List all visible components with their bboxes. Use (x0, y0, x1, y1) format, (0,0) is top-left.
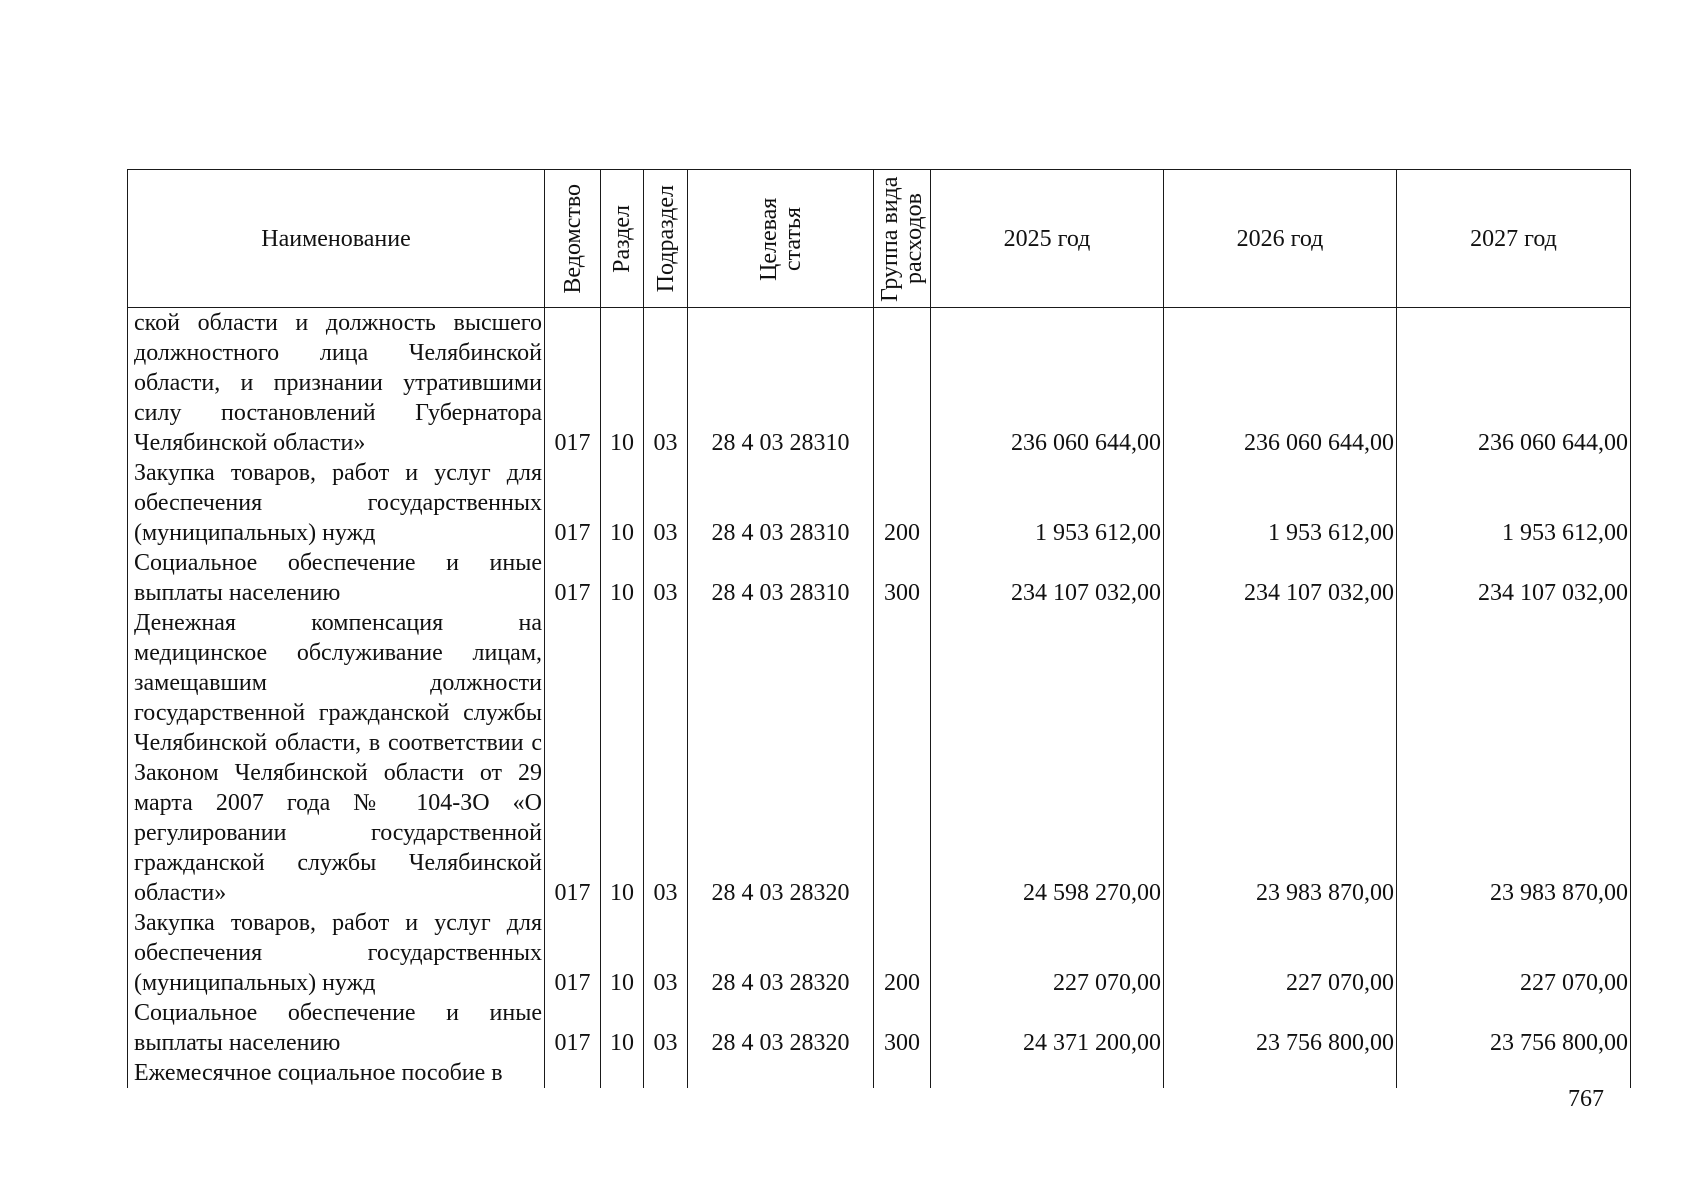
row-razdel: 10 (601, 908, 644, 998)
row-2027: 236 060 644,00 (1397, 308, 1631, 459)
header-podrazdel-label: Подраздел (652, 184, 679, 293)
row-2027 (1397, 1058, 1631, 1088)
row-2025: 236 060 644,00 (931, 308, 1164, 459)
header-razdel-label: Раздел (609, 204, 635, 273)
row-gvr (874, 308, 931, 459)
row-vedomstvo: 017 (545, 998, 601, 1058)
row-name: Закупка товаров, работ и услуг для обеспечения государственных (муниципальных) нужд (128, 458, 545, 548)
row-2027: 227 070,00 (1397, 908, 1631, 998)
header-vedomstvo (545, 170, 601, 308)
header-2026: 2026 год (1164, 170, 1397, 308)
row-vedomstvo: 017 (545, 308, 601, 459)
table-row (128, 308, 1631, 459)
row-2027: 23 756 800,00 (1397, 998, 1631, 1058)
row-2026: 23 756 800,00 (1164, 998, 1397, 1058)
row-name: Ежемесячное социальное пособие в (128, 1058, 545, 1088)
row-tselevaya-statya: 28 4 03 28320 (688, 908, 874, 998)
row-razdel: 10 (601, 608, 644, 908)
header-tselevaya-statya-label: Целевая статья (755, 196, 806, 281)
row-podrazdel: 03 (644, 908, 688, 998)
table-row (128, 908, 1631, 998)
table-row (128, 608, 1631, 908)
row-podrazdel (644, 1058, 688, 1088)
row-name: ской области и должность высшего должностного лица Челябинской области, и признании утратившими силу постановлений Губернатора Челябинской области» (128, 308, 545, 459)
table-header-row (128, 170, 1631, 308)
page-number: 767 (1568, 1086, 1604, 1112)
row-tselevaya-statya (688, 1058, 874, 1088)
row-vedomstvo: 017 (545, 908, 601, 998)
header-razdel (601, 170, 644, 308)
row-2025: 24 598 270,00 (931, 608, 1164, 908)
row-podrazdel: 03 (644, 548, 688, 608)
row-2027: 23 983 870,00 (1397, 608, 1631, 908)
row-vedomstvo: 017 (545, 548, 601, 608)
row-gvr (874, 608, 931, 908)
table-row (128, 998, 1631, 1058)
row-2025: 234 107 032,00 (931, 548, 1164, 608)
row-2026: 227 070,00 (1164, 908, 1397, 998)
row-gvr: 300 (874, 548, 931, 608)
row-tselevaya-statya: 28 4 03 28310 (688, 308, 874, 459)
header-gruppa-vida-raskhodov-label: Группа вида расходов (877, 175, 927, 302)
row-podrazdel: 03 (644, 998, 688, 1058)
row-razdel: 10 (601, 308, 644, 459)
row-tselevaya-statya: 28 4 03 28310 (688, 458, 874, 548)
row-razdel: 10 (601, 548, 644, 608)
header-podrazdel (644, 170, 688, 308)
table-row (128, 1058, 1631, 1088)
budget-table (127, 169, 1631, 1088)
row-name: Социальное обеспечение и иные выплаты населению (128, 548, 545, 608)
row-2026: 234 107 032,00 (1164, 548, 1397, 608)
row-razdel: 10 (601, 458, 644, 548)
row-tselevaya-statya: 28 4 03 28320 (688, 998, 874, 1058)
row-vedomstvo (545, 1058, 601, 1088)
row-2025: 24 371 200,00 (931, 998, 1164, 1058)
row-razdel: 10 (601, 998, 644, 1058)
header-name: Наименование (128, 170, 545, 308)
row-2025: 227 070,00 (931, 908, 1164, 998)
header-vedomstvo-label: Ведомство (559, 183, 586, 294)
row-razdel (601, 1058, 644, 1088)
table-row (128, 458, 1631, 548)
row-gvr (874, 1058, 931, 1088)
row-tselevaya-statya: 28 4 03 28310 (688, 548, 874, 608)
row-2025 (931, 1058, 1164, 1088)
row-podrazdel: 03 (644, 308, 688, 459)
row-2027: 1 953 612,00 (1397, 458, 1631, 548)
row-podrazdel: 03 (644, 458, 688, 548)
row-2026: 23 983 870,00 (1164, 608, 1397, 908)
row-2026: 236 060 644,00 (1164, 308, 1397, 459)
row-gvr: 300 (874, 998, 931, 1058)
header-gruppa-vida-raskhodov (874, 170, 931, 308)
row-gvr: 200 (874, 458, 931, 548)
row-vedomstvo: 017 (545, 458, 601, 548)
row-vedomstvo: 017 (545, 608, 601, 908)
row-name: Денежная компенсация на медицинское обслуживание лицам, замещавшим должности государственной гражданской службы Челябинской области, в соответствии с Законом Челябинской области от 29 марта 2007 года № 104-ЗО «О регулировании государственной гражданской службы Челябинской области» (128, 608, 545, 908)
header-2027: 2027 год (1397, 170, 1631, 308)
row-tselevaya-statya: 28 4 03 28320 (688, 608, 874, 908)
row-podrazdel: 03 (644, 608, 688, 908)
header-2025: 2025 год (931, 170, 1164, 308)
row-2027: 234 107 032,00 (1397, 548, 1631, 608)
row-name: Социальное обеспечение и иные выплаты населению (128, 998, 545, 1058)
header-tselevaya-statya (688, 170, 874, 308)
row-2026 (1164, 1058, 1397, 1088)
row-2026: 1 953 612,00 (1164, 458, 1397, 548)
row-name: Закупка товаров, работ и услуг для обеспечения государственных (муниципальных) нужд (128, 908, 545, 998)
row-gvr: 200 (874, 908, 931, 998)
row-2025: 1 953 612,00 (931, 458, 1164, 548)
table-row (128, 548, 1631, 608)
